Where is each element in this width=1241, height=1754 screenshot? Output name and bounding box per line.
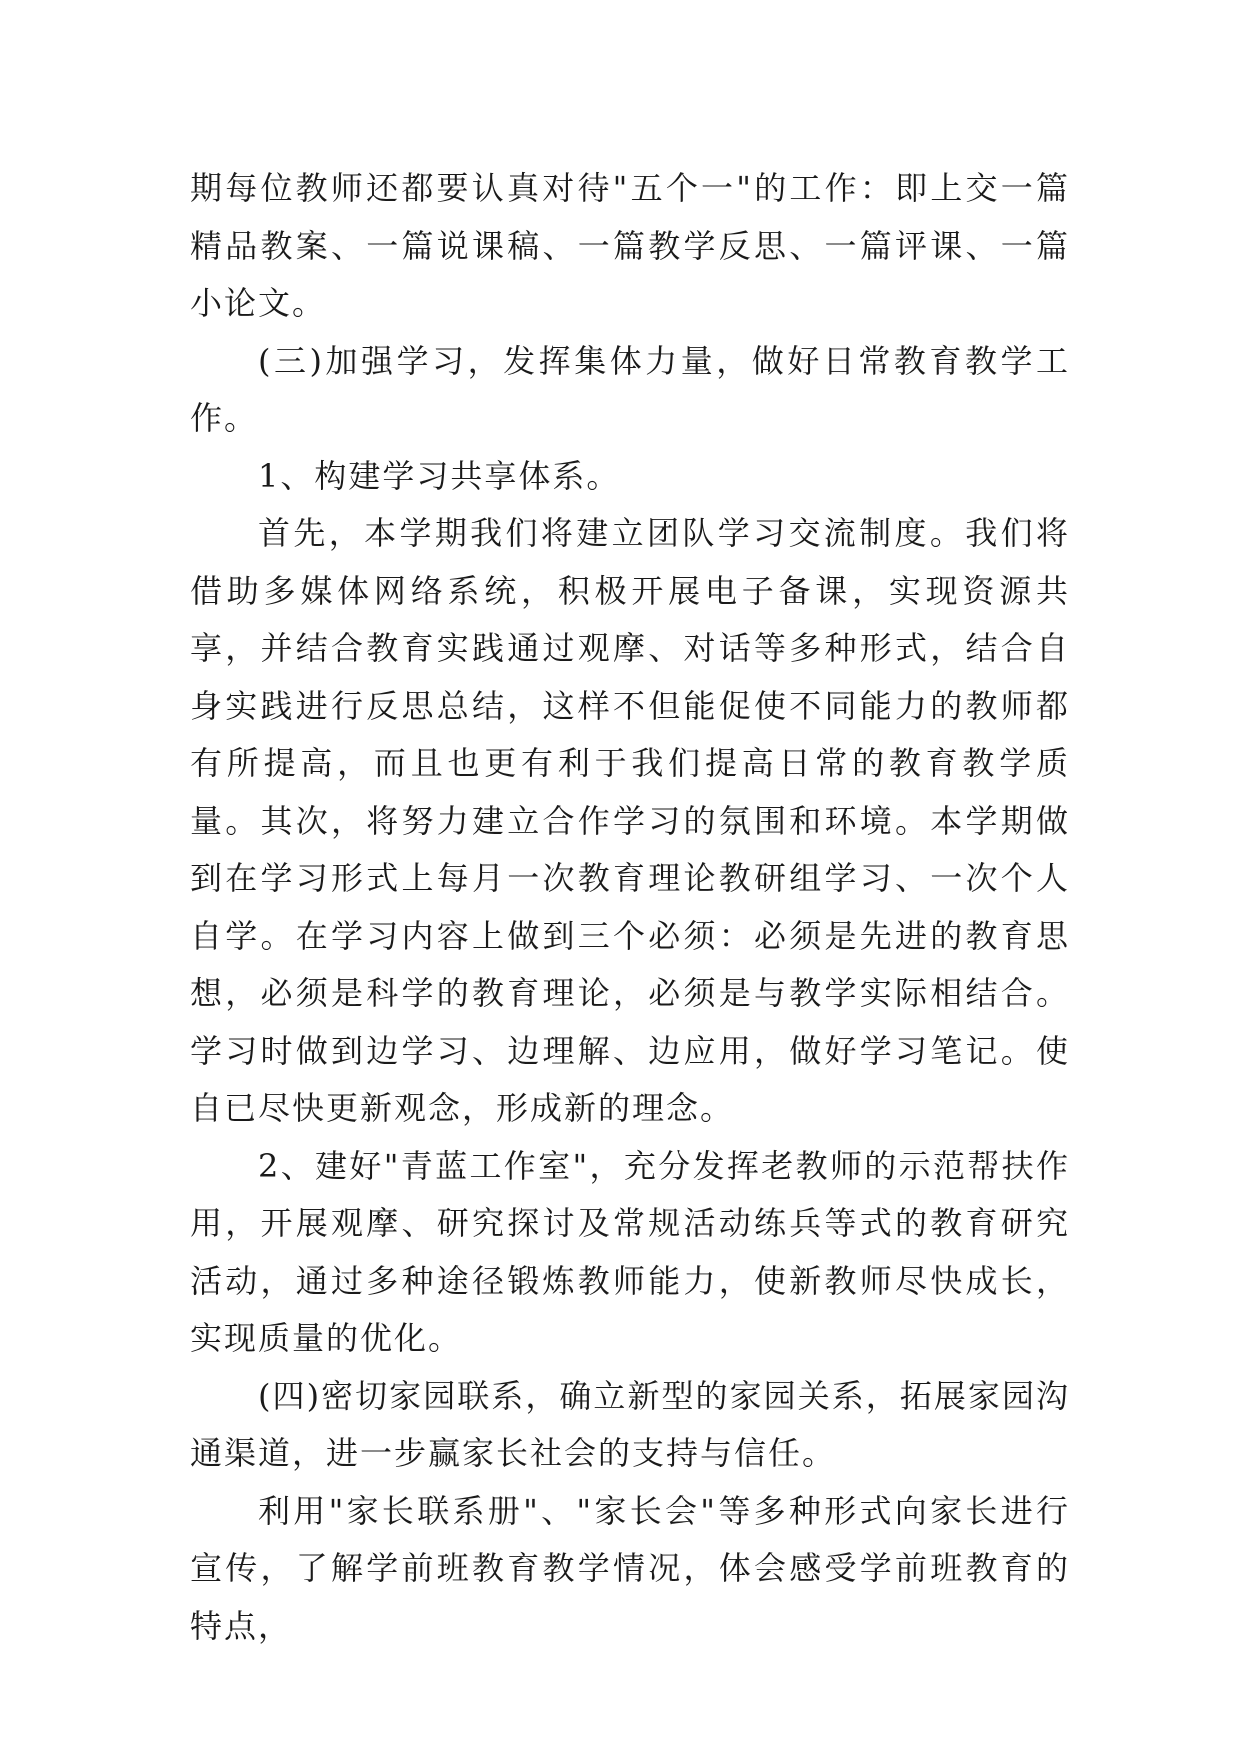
document-body <box>190 160 1070 1655</box>
paragraph-continuation: 期每位教师还都要认真对待"五个一"的工作：即上交一篇精品教案、一篇说课稿、一篇教学反思、一篇评课、一篇小论文。 <box>190 169 1070 322</box>
paragraph-parent-contact: 利用"家长联系册"、"家长会"等多种形式向家长进行宣传，了解学前班教育教学情况，体会感受学前班教育的特点， <box>190 1491 1070 1645</box>
subheading-learning-sharing: 1、构建学习共享体系。 <box>258 456 621 495</box>
section-heading-four: (四)密切家园联系，确立新型的家园关系，拓展家园沟通渠道，进一步赢家长社会的支持与信任。 <box>190 1376 1070 1472</box>
paragraph-learning-system: 首先，本学期我们将建立团队学习交流制度。我们将借助多媒体网络系统，积极开展电子备课，实现资源共享，并结合教育实践通过观摩、对话等多种形式，结合自身实践进行反思总结，这样不但能促使不同能力的教师都有所提高，而且也更有利于我们提高日常的教育教学质量。其次，将努力建立合作学习的氛围和环境。本学期做到在学习形式上每月一次教育理论教研组学习、一次个人自学。在学习内容上做到三个必须：必须是先进的教育思想，必须是科学的教育理论，必须是与教学实际相结合。学习时做到边学习、边理解、边应用，做好学习笔记。使自已尽快更新观念，形成新的理念。 <box>190 514 1070 1127</box>
paragraph-qinglan-studio: 2、建好"青蓝工作室"，充分发挥老教师的示范帮扶作用，开展观摩、研究探讨及常规活动练兵等式的教育研究活动，通过多种途径锻炼教师能力，使新教师尽快成长，实现质量的优化。 <box>190 1146 1070 1357</box>
section-heading-three: (三)加强学习，发挥集体力量，做好日常教育教学工作。 <box>190 341 1070 437</box>
